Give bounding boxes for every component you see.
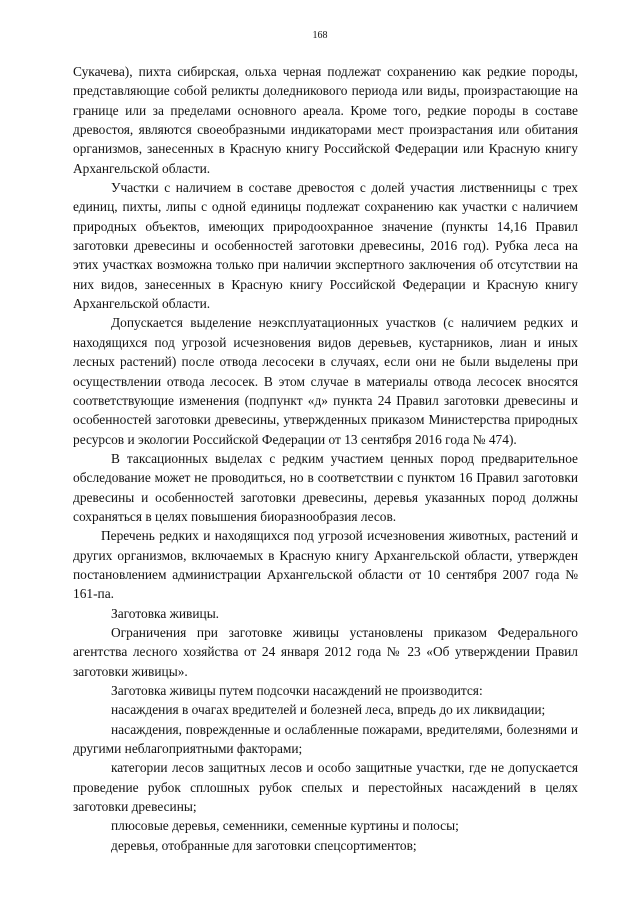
paragraph-continuation: Сукачева), пихта сибирская, ольха черная подлежат сохранению как редкие породы, представляющие собой реликты доледникового периода или виды, произрастающие на границе или за пределами основного ареала. Кроме того, редкие породы в составе древостоя, являются своеобразными индикаторами мест произрастания или обитания организмов, занесенных в Красную книгу Российской Федерации или Красную книгу Архангельской области. [73, 64, 578, 176]
list-item-special-assortments: деревья, отобранные для заготовки спецсортиментов; [111, 837, 417, 853]
list-item-plus-trees: плюсовые деревья, семенники, семенные куртины и полосы; [111, 818, 459, 834]
section-heading-resin: Заготовка живицы. [111, 605, 220, 621]
list-item-protective-forests: категории лесов защитных лесов и особо защитные участки, где не допускается проведение рубок сплошных рубок спелых и перестойных насаждений в целях заготовки древесины; [73, 760, 578, 815]
list-item-damaged-stands: насаждения, поврежденные и ослабленные пожарами, вредителями, болезнями и другими неблагоприятными факторами; [73, 721, 578, 757]
paragraph-larch-plots: Участки с наличием в составе древостоя с долей участия лиственницы с трех единиц, пихты, липы с одной единицы подлежат сохранению как участки с наличием природных объектов, имеющих природоохранное значение (пункты 14,16 Правил заготовки древесины и особенностей заготовки древесины, 2016 год). Рубка леса на этих участках возможна только при наличии экспертного заключения об отсутствии на них видов, занесенных в Красную книгу Российской Федерации и Красную книгу Архангельской области. [73, 180, 578, 312]
list-item-pests: насаждения в очагах вредителей и болезней леса, впредь до их ликвидации; [111, 702, 546, 718]
paragraph-taxation-units: В таксационных выделах с редким участием ценных пород предварительное обследование может не проводиться, но в соответствии с пунктом 16 Правил заготовки древесины и особенностей заготовки древесины, деревья указанных пород должны сохраняться в целях повышения биоразнообразия лесов. [73, 450, 578, 524]
document-body [73, 62, 578, 855]
paragraph-resin-not-performed: Заготовка живицы путем подсочки насаждений не производится: [111, 683, 483, 698]
page-number: 168 [312, 30, 328, 41]
paragraph-resin-restrictions: Ограничения при заготовке живицы установлены приказом Федерального агентства лесного хозяйства от 24 января 2012 года № 23 «Об утверждении Правил заготовки живицы». [73, 624, 578, 679]
paragraph-non-exploitable-plots: Допускается выделение неэксплуатационных участков (с наличием редких и находящихся под угрозой исчезновения видов деревьев, кустарников, лиан и иных лесных растений) после отвода лесосеки в случаях, если они не были выделены при осуществлении отвода лесосек. В этом случае в материалы отвода лесосек вносятся соответствующие изменения (подпункт «д» пункта 24 Правил заготовки древесины и особенностей заготовки древесины, утвержденных приказом Министерства природных ресурсов и экологии Российской Федерации от 13 сентября 2016 года № 474). [73, 315, 578, 447]
paragraph-red-book-list: Перечень редких и находящихся под угрозой исчезновения животных, растений и других организмов, включаемых в Красную книгу Архангельской области, утвержден постановлением администрации Архангельской области от 10 сентября 2007 года № 161-па. [73, 528, 578, 602]
